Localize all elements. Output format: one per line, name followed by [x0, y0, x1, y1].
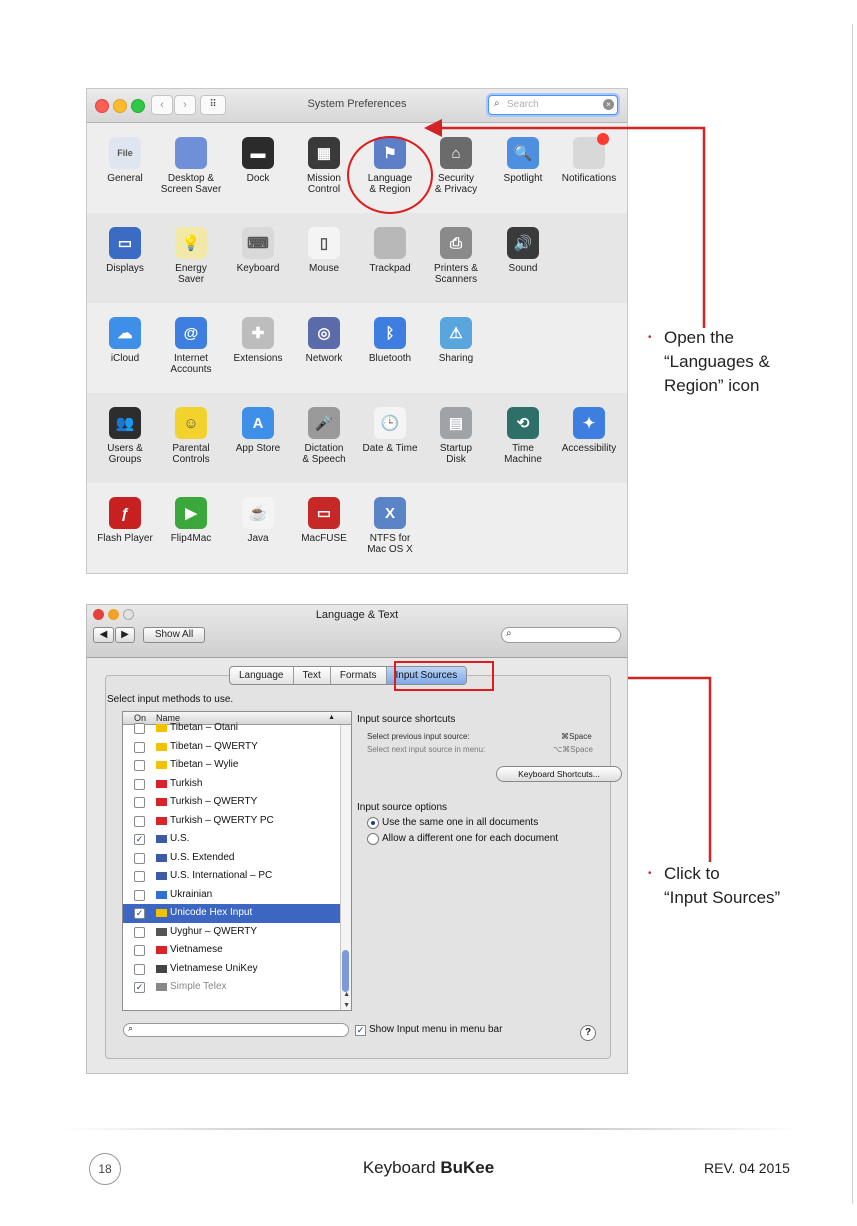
- panel-heading: Select input methods to use.: [107, 694, 234, 705]
- pref-icon-wrap: [242, 407, 274, 439]
- internet-accounts-icon: @: [175, 317, 207, 349]
- pref-label: & Region: [369, 184, 411, 195]
- pref-icon-wrap: [175, 227, 207, 259]
- pref-label: Controls: [172, 454, 210, 465]
- app-store-icon: A: [242, 407, 274, 439]
- bullet-dot: •: [648, 868, 652, 879]
- input-methods-list[interactable]: [122, 711, 352, 1011]
- ntfs-icon: X: [374, 497, 406, 529]
- input-method-name: U.S.: [170, 833, 190, 844]
- pref-label: General: [107, 173, 143, 184]
- pref-item-trackpad[interactable]: [355, 213, 425, 274]
- step1-line: Open the: [664, 328, 734, 347]
- pref-label: & Speech: [302, 454, 346, 465]
- pref-icon-wrap: [374, 227, 406, 259]
- revision: REV. 04 2015: [704, 1160, 790, 1176]
- flag-icon: [156, 817, 167, 825]
- pref-item-keyboard[interactable]: [223, 213, 293, 274]
- pref-label: Groups: [108, 454, 142, 465]
- pref-item-printer[interactable]: [421, 213, 491, 285]
- pref-label: Sharing: [438, 353, 474, 364]
- lt-titlebar: [87, 605, 627, 658]
- flip4mac-icon: ▶: [175, 497, 207, 529]
- pref-item-startup-disk[interactable]: [421, 393, 491, 465]
- pref-label: Accessibility: [561, 443, 617, 454]
- trackpad-icon: [374, 227, 406, 259]
- pref-item-extensions[interactable]: [223, 303, 293, 364]
- pref-item-users-groups[interactable]: [90, 393, 160, 465]
- pref-label: Trackpad: [369, 263, 411, 274]
- clear-icon[interactable]: ×: [603, 99, 614, 110]
- pref-label: iCloud: [110, 353, 140, 364]
- list-scrollbar[interactable]: [340, 725, 351, 1010]
- input-method-name: Turkish – QWERTY PC: [170, 814, 274, 826]
- step2-line: “Input Sources”: [664, 888, 781, 907]
- enable-checkbox[interactable]: [134, 927, 145, 938]
- window-title: Language & Text: [315, 609, 399, 621]
- parental-controls-icon: ☺: [175, 407, 207, 439]
- input-method-name: Turkish – QWERTY: [170, 796, 258, 807]
- pref-label: Notifications: [561, 173, 617, 184]
- flag-icon: [156, 724, 167, 732]
- enable-checkbox[interactable]: ✓: [135, 834, 144, 844]
- search-field[interactable]: [488, 95, 618, 115]
- pref-label: Extensions: [233, 353, 283, 364]
- pref-icon-wrap: [175, 407, 207, 439]
- list-item[interactable]: [123, 867, 351, 886]
- pref-icon-wrap: [440, 137, 472, 169]
- pref-item-flash-player[interactable]: [90, 483, 160, 544]
- language-region-icon: ⚑: [374, 137, 406, 169]
- pref-icon-wrap: [507, 137, 539, 169]
- enable-checkbox[interactable]: ✓: [135, 982, 144, 992]
- java-icon: ☕: [242, 497, 274, 529]
- back-button[interactable]: ‹: [151, 95, 173, 115]
- show-input-menu-checkbox[interactable]: ✓: [356, 1025, 365, 1035]
- sharing-icon: ⚠: [440, 317, 472, 349]
- accessibility-icon: ✦: [573, 407, 605, 439]
- enable-checkbox[interactable]: [134, 816, 145, 827]
- enable-checkbox[interactable]: [134, 742, 145, 753]
- dictation-icon: 🎤: [308, 407, 340, 439]
- pref-icon-wrap: [109, 497, 141, 529]
- scroll-up-icon[interactable]: ▲: [343, 991, 350, 998]
- pref-label: Language: [367, 173, 413, 184]
- icloud-icon: ☁: [109, 317, 141, 349]
- input-method-name: Tibetan – Otani: [170, 722, 239, 733]
- scroll-down-icon[interactable]: ▼: [343, 1002, 350, 1009]
- pref-label: Time: [512, 443, 534, 454]
- pref-item-date-time[interactable]: [355, 393, 425, 454]
- footer-divider: [60, 1128, 800, 1130]
- shortcut-next-key: ⌥⌘Space: [553, 745, 593, 754]
- pref-item-desktop[interactable]: [156, 123, 226, 195]
- desktop-icon: [175, 137, 207, 169]
- pref-label: Spotlight: [503, 173, 543, 184]
- list-item[interactable]: [123, 978, 351, 997]
- pref-item-parental-controls[interactable]: [156, 393, 226, 465]
- option-same-label: Use the same one in all documents: [382, 817, 539, 828]
- general-icon: File: [109, 137, 141, 169]
- flag-icon: [156, 928, 167, 936]
- enable-checkbox[interactable]: [134, 723, 145, 734]
- tab-text[interactable]: Text: [294, 667, 331, 684]
- pref-label: Flip4Mac: [170, 533, 212, 544]
- pref-icon-wrap: [573, 137, 605, 169]
- input-method-name: Vietnamese: [170, 944, 223, 955]
- enable-checkbox[interactable]: ✓: [135, 908, 144, 918]
- flag-icon: [156, 854, 167, 862]
- input-method-name: Ukrainian: [170, 888, 213, 900]
- input-sources-highlight-box: [394, 661, 494, 691]
- extensions-icon: ✚: [242, 317, 274, 349]
- displays-icon: ▭: [109, 227, 141, 259]
- flag-icon: [156, 946, 167, 954]
- pref-label: & Privacy: [434, 184, 478, 195]
- pref-item-network[interactable]: [289, 303, 359, 364]
- pref-item-spotlight[interactable]: [488, 123, 558, 184]
- language-region-highlight-circle: [347, 136, 433, 214]
- input-method-name: Tibetan – QWERTY: [170, 740, 258, 752]
- pref-item-time-machine[interactable]: [488, 393, 558, 465]
- pref-icon-wrap: [242, 497, 274, 529]
- pref-icon-wrap: [175, 497, 207, 529]
- network-icon: ◎: [308, 317, 340, 349]
- list-item[interactable]: [123, 756, 351, 775]
- flag-icon: [156, 983, 167, 991]
- pref-icon-wrap: [308, 317, 340, 349]
- options-title: Input source options: [357, 802, 448, 813]
- shortcut-prev-key: ⌘Space: [561, 732, 592, 741]
- list-item[interactable]: [123, 738, 351, 757]
- input-method-name: U.S. Extended: [170, 851, 235, 863]
- pref-label: Mission: [307, 173, 341, 184]
- mouse-icon: ▯: [308, 227, 340, 259]
- radio-different-each-document[interactable]: [367, 833, 379, 845]
- pref-label: Control: [307, 184, 341, 195]
- language-text-window: [86, 604, 628, 1074]
- pref-label: Saver: [177, 274, 205, 285]
- pref-icon-wrap: [573, 407, 605, 439]
- pref-icon-wrap: [242, 317, 274, 349]
- pref-label: Mac OS X: [367, 544, 413, 555]
- pref-label: Printers &: [434, 263, 478, 274]
- pref-label: Internet: [174, 353, 208, 364]
- pref-icon-wrap: [175, 317, 207, 349]
- pref-icon-wrap: [109, 137, 141, 169]
- pref-label: Flash Player: [97, 533, 153, 544]
- page-edge-line: [852, 24, 853, 1204]
- enable-checkbox[interactable]: [134, 760, 145, 771]
- pref-icon-wrap: [242, 137, 274, 169]
- list-rows: [123, 719, 351, 997]
- enable-checkbox[interactable]: [134, 871, 145, 882]
- list-item[interactable]: [123, 923, 351, 942]
- bullet-dot: •: [648, 332, 652, 343]
- list-item[interactable]: [123, 719, 351, 738]
- macfuse-icon: ▭: [308, 497, 340, 529]
- window-title: System Preferences: [307, 98, 407, 110]
- tab-language[interactable]: Language: [230, 667, 294, 684]
- search-field[interactable]: [501, 627, 621, 643]
- pref-item-dictation[interactable]: [289, 393, 359, 465]
- pref-item-bluetooth[interactable]: [355, 303, 425, 364]
- pref-icon-wrap: [109, 317, 141, 349]
- option-diff-label: Allow a different one for each document: [382, 833, 559, 844]
- pref-item-ntfs[interactable]: [355, 483, 425, 555]
- input-method-name: Turkish: [170, 777, 203, 789]
- search-icon: ⌕: [494, 98, 500, 109]
- input-method-name: Unicode Hex Input: [170, 907, 253, 918]
- list-item[interactable]: [123, 812, 351, 831]
- step2-annotation: [648, 862, 781, 910]
- pref-label: Disk: [446, 454, 466, 465]
- enable-checkbox[interactable]: [134, 945, 145, 956]
- pref-item-mouse[interactable]: [289, 213, 359, 274]
- search-placeholder: Search: [507, 99, 539, 110]
- spotlight-icon: 🔍: [507, 137, 539, 169]
- enable-checkbox[interactable]: [134, 797, 145, 808]
- pref-icon-wrap: [507, 227, 539, 259]
- pref-label: Bluetooth: [368, 353, 412, 364]
- energy-saver-icon: 💡: [175, 227, 207, 259]
- input-method-name: Simple Telex: [170, 981, 227, 992]
- pref-item-displays[interactable]: [90, 213, 160, 274]
- show-all-button[interactable]: Show All: [143, 627, 205, 643]
- pref-label: Mouse: [308, 263, 339, 274]
- shortcut-next-label: Select next input source in menu:: [367, 745, 486, 754]
- pref-icon-wrap: [440, 407, 472, 439]
- flag-icon: [156, 743, 167, 751]
- pref-item-app-store[interactable]: [223, 393, 293, 454]
- pref-label: Desktop &: [167, 173, 215, 184]
- pref-item-general[interactable]: [90, 123, 160, 184]
- startup-disk-icon: ▤: [440, 407, 472, 439]
- mission-control-icon: ▦: [308, 137, 340, 169]
- pref-icon-wrap: [308, 137, 340, 169]
- pref-label: Users &: [107, 443, 143, 454]
- list-item[interactable]: [123, 830, 351, 849]
- list-item[interactable]: [123, 849, 351, 868]
- flag-icon: [156, 891, 167, 899]
- pref-icon-wrap: [374, 497, 406, 529]
- pref-icon-wrap: [374, 317, 406, 349]
- pref-label: Startup: [439, 443, 473, 454]
- footer-title-plain: Keyboard: [362, 1158, 441, 1177]
- pref-icon-wrap: [440, 227, 472, 259]
- enable-checkbox[interactable]: [134, 779, 145, 790]
- pref-item-dock[interactable]: [223, 123, 293, 184]
- pref-item-notifications[interactable]: [554, 123, 624, 184]
- pref-label: NTFS for: [369, 533, 411, 544]
- printer-icon: ⎙: [440, 227, 472, 259]
- pref-item-icloud[interactable]: [90, 303, 160, 364]
- flash-player-icon: ƒ: [109, 497, 141, 529]
- dock-icon: ▬: [242, 137, 274, 169]
- pref-label: Security: [437, 173, 475, 184]
- sort-ascending-icon: ▲: [328, 714, 335, 721]
- input-method-name: Tibetan – Wylie: [170, 759, 239, 770]
- pref-label: Scanners: [434, 274, 478, 285]
- pref-icon-wrap: [374, 407, 406, 439]
- security-icon: ⌂: [440, 137, 472, 169]
- pref-icon-wrap: [440, 317, 472, 349]
- shortcut-prev-label: Select previous input source:: [367, 732, 470, 741]
- list-item[interactable]: [123, 904, 351, 923]
- list-search-field[interactable]: [123, 1023, 349, 1037]
- back-button[interactable]: ◀: [93, 627, 114, 643]
- sp-titlebar: [87, 89, 627, 123]
- scroll-thumb[interactable]: [342, 950, 349, 992]
- pref-item-accessibility[interactable]: [554, 393, 624, 454]
- flag-icon: [156, 872, 167, 880]
- list-item[interactable]: [123, 960, 351, 979]
- flag-icon: [156, 780, 167, 788]
- time-machine-icon: ⟲: [507, 407, 539, 439]
- pref-icon-wrap: [308, 227, 340, 259]
- forward-button[interactable]: ›: [174, 95, 196, 115]
- pref-label: Network: [305, 353, 343, 364]
- pref-label: Java: [247, 533, 269, 544]
- list-item[interactable]: [123, 941, 351, 960]
- pref-icon-wrap: [109, 227, 141, 259]
- list-item[interactable]: [123, 793, 351, 812]
- step2-line: Click to: [664, 864, 720, 883]
- search-icon: ⌕: [128, 1023, 134, 1033]
- shortcuts-title: Input source shortcuts: [357, 714, 456, 725]
- show-input-menu-label: Show Input menu in menu bar: [369, 1024, 503, 1035]
- column-on[interactable]: On: [134, 713, 147, 723]
- users-groups-icon: 👥: [109, 407, 141, 439]
- pref-label: Sound: [508, 263, 538, 274]
- pref-item-sound[interactable]: [488, 213, 558, 274]
- sound-icon: 🔊: [507, 227, 539, 259]
- page-number: 18: [89, 1153, 121, 1185]
- pref-item-internet-accounts[interactable]: [156, 303, 226, 375]
- pref-label: Dock: [246, 173, 270, 184]
- flag-icon: [156, 909, 167, 917]
- flag-icon: [156, 965, 167, 973]
- pref-item-energy-saver[interactable]: [156, 213, 226, 285]
- pref-label: Keyboard: [236, 263, 280, 274]
- pref-item-macfuse[interactable]: [289, 483, 359, 544]
- show-all-grid-button[interactable]: ⠿: [200, 95, 226, 115]
- flag-icon: [156, 835, 167, 843]
- pref-icon-wrap: [175, 137, 207, 169]
- column-name[interactable]: Name: [156, 713, 181, 723]
- forward-button[interactable]: ▶: [115, 627, 135, 643]
- pref-label: Date & Time: [362, 443, 418, 454]
- tab-formats[interactable]: Formats: [331, 667, 387, 684]
- pref-icon-wrap: [507, 407, 539, 439]
- flag-icon: [156, 761, 167, 769]
- pref-icon-wrap: [308, 407, 340, 439]
- keyboard-shortcuts-button[interactable]: Keyboard Shortcuts...: [496, 766, 622, 782]
- footer-title-bold: BuKee: [440, 1158, 495, 1177]
- pref-item-java[interactable]: [223, 483, 293, 544]
- pref-label: Dictation: [304, 443, 344, 454]
- keyboard-icon: ⌨: [242, 227, 274, 259]
- pref-label: Screen Saver: [160, 184, 222, 195]
- date-time-icon: 🕒: [374, 407, 406, 439]
- pref-label: Displays: [106, 263, 144, 274]
- enable-checkbox[interactable]: [134, 853, 145, 864]
- pref-label: MacFUSE: [301, 533, 347, 544]
- pref-icon-wrap: [242, 227, 274, 259]
- pref-icon-wrap: [109, 407, 141, 439]
- step1-annotation: [648, 326, 770, 398]
- radio-same-all-documents[interactable]: [367, 817, 379, 829]
- pref-label: App Store: [235, 443, 281, 454]
- flag-icon: [156, 798, 167, 806]
- pref-label: Accounts: [170, 364, 212, 375]
- pref-item-sharing[interactable]: [421, 303, 491, 364]
- pref-item-flip4mac[interactable]: [156, 483, 226, 544]
- step1-line: Region” icon: [664, 376, 760, 395]
- list-item[interactable]: [123, 886, 351, 905]
- list-item[interactable]: [123, 775, 351, 794]
- pref-label: Parental: [172, 443, 210, 454]
- input-method-name: U.S. International – PC: [170, 870, 273, 881]
- notification-badge: [597, 133, 609, 145]
- pref-label: Machine: [504, 454, 542, 465]
- enable-checkbox[interactable]: [134, 890, 145, 901]
- tab-input-sources[interactable]: Input Sources: [387, 667, 467, 684]
- bluetooth-icon: ᛒ: [374, 317, 406, 349]
- input-method-name: Uyghur – QWERTY: [170, 925, 258, 937]
- pref-label: Energy: [175, 263, 207, 274]
- pref-icon-wrap: [308, 497, 340, 529]
- input-method-name: Vietnamese UniKey: [170, 962, 258, 974]
- step1-line: “Languages &: [664, 352, 770, 371]
- search-icon: ⌕: [506, 628, 512, 639]
- enable-checkbox[interactable]: [134, 964, 145, 975]
- help-button[interactable]: ?: [580, 1025, 596, 1041]
